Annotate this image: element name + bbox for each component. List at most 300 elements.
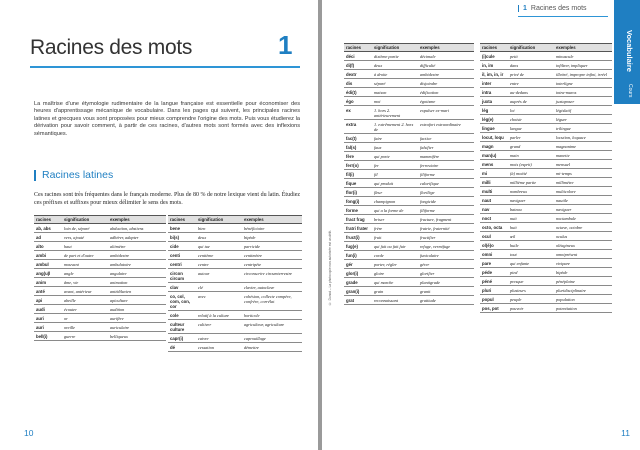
example-cell: filiforme	[418, 206, 474, 215]
latin-roots-table-4	[480, 43, 612, 313]
example-cell: refuge, vermifuge	[418, 242, 474, 251]
table-row	[344, 70, 474, 79]
table-row	[480, 268, 612, 277]
root-cell: dextr	[344, 70, 372, 79]
root-cell: centi	[168, 251, 196, 260]
root-cell: fun(i)	[344, 251, 372, 260]
root-cell: fruct(i)	[344, 233, 372, 242]
example-cell: fongicide	[418, 197, 474, 206]
meaning-cell: séparé	[372, 79, 418, 88]
table-row	[34, 287, 166, 296]
meaning-cell: angle	[62, 269, 108, 278]
example-cell: mammifère	[418, 152, 474, 161]
example-cell: disjoindre	[418, 79, 474, 88]
meaning-cell: nuit	[508, 214, 554, 223]
meaning-cell: moi	[372, 97, 418, 106]
example-cell: égotisme	[418, 97, 474, 106]
example-cell: fratrie, fraternité	[418, 224, 474, 233]
meaning-cell: presque	[508, 277, 554, 286]
example-cell: bipède	[554, 268, 612, 277]
latin-roots-table-3	[344, 43, 474, 305]
example-cell: omniprésent	[554, 250, 612, 259]
table-row	[344, 61, 474, 70]
root-cell: locut, loqu	[480, 133, 508, 142]
root-cell: bene	[168, 224, 196, 233]
example-cell: difficulté	[418, 61, 474, 70]
example-cell: léguer	[554, 115, 612, 124]
table-row	[480, 205, 612, 214]
root-cell: nav	[480, 205, 508, 214]
root-cell: culteur culture	[168, 320, 196, 334]
root-cell: ol(é)o	[480, 241, 508, 250]
example-cell: caprouillage	[242, 334, 302, 343]
example-cell: nautile	[554, 196, 612, 205]
column-header: exemples	[108, 216, 166, 224]
meaning-cell: gloire	[372, 269, 418, 278]
example-cell: filiforme	[418, 170, 474, 179]
root-cell: grade	[344, 278, 372, 287]
root-cell: popul	[480, 295, 508, 304]
table-row	[34, 251, 166, 260]
table-row	[480, 79, 612, 88]
example-cell: intra-muros	[554, 88, 612, 97]
example-cell: démettre	[242, 343, 302, 352]
example-cell: édification	[418, 88, 474, 97]
meaning-cell: porter, régler	[372, 260, 418, 269]
meaning-cell: à droite	[372, 70, 418, 79]
column-header: signification	[508, 44, 554, 52]
example-cell: plantigrade	[418, 278, 474, 287]
example-cell: clavier, autoclave	[242, 283, 302, 292]
root-cell: dis	[344, 79, 372, 88]
table-row	[480, 97, 612, 106]
example-cell: fructifier	[418, 233, 474, 242]
table-row	[480, 187, 612, 196]
example-cell: décimale	[418, 52, 474, 61]
table-row	[480, 286, 612, 295]
meaning-cell: reconnaissant	[372, 296, 418, 305]
table-row	[344, 269, 474, 278]
example-cell: minuscule	[554, 52, 612, 61]
table-row	[480, 115, 612, 124]
table-row	[34, 269, 166, 278]
meaning-cell: fruit	[372, 233, 418, 242]
root-cell: in, im	[480, 61, 508, 70]
meaning-cell: qui fuit ou fait fuir	[372, 242, 418, 251]
root-cell: co, col, com, con, cor	[168, 292, 196, 311]
table-row	[480, 178, 612, 187]
table-row	[344, 260, 474, 269]
root-cell: bi(s)	[168, 233, 196, 242]
root-cell: multi	[480, 187, 508, 196]
meaning-cell: champignon	[372, 197, 418, 206]
chapter-number: 1	[278, 30, 293, 60]
meaning-cell: or	[62, 314, 108, 323]
table-row	[480, 304, 612, 313]
root-cell: ang(u)l	[34, 269, 62, 278]
meaning-cell: qui a la forme de	[372, 206, 418, 215]
root-cell: man(u)	[480, 151, 508, 160]
root-cell: ab, abs	[34, 224, 62, 233]
left-page	[0, 0, 318, 450]
root-cell: gér	[344, 260, 372, 269]
example-cell: mi-temps	[554, 169, 612, 178]
example-cell: aurifère	[108, 314, 166, 323]
root-cell: ambul	[34, 260, 62, 269]
example-cell: florilège	[418, 188, 474, 197]
example-cell: auriculaire	[108, 323, 166, 332]
meaning-cell: âme, vie	[62, 278, 108, 287]
table-row	[344, 179, 474, 188]
table-row	[480, 259, 612, 268]
meaning-cell: parler	[508, 133, 554, 142]
example-cell: circonscrire circumterrestre	[242, 269, 302, 283]
example-cell: noctambule	[554, 214, 612, 223]
column-header: signification	[372, 44, 418, 52]
meaning-cell: mouvant	[62, 260, 108, 269]
table-row	[34, 314, 166, 323]
root-cell: fal(s)	[344, 143, 372, 152]
root-cell: audi	[34, 305, 62, 314]
column-header: exemples	[418, 44, 474, 52]
table-row	[168, 224, 302, 233]
table-row	[480, 241, 612, 250]
root-cell: déci	[344, 52, 372, 61]
meaning-cell: centième	[196, 251, 242, 260]
meaning-cell: loi	[508, 106, 554, 115]
meaning-cell: mois (esprit)	[508, 160, 554, 169]
table-row	[168, 283, 302, 292]
example-cell: ferroviaire	[418, 161, 474, 170]
root-cell: milli	[480, 178, 508, 187]
example-cell: adhérer, adapter	[108, 233, 166, 242]
page-number-right: 11	[621, 428, 630, 438]
side-tab-sublabel: Cours	[627, 84, 633, 98]
meaning-cell: maison	[372, 88, 418, 97]
example-cell: parricide	[242, 242, 302, 251]
example-cell: bénéficiaire	[242, 224, 302, 233]
table-row	[168, 334, 302, 343]
meaning-cell: abeille	[62, 296, 108, 305]
root-cell: pare	[480, 259, 508, 268]
example-cell: angulaire	[108, 269, 166, 278]
meaning-cell: haut	[62, 242, 108, 251]
meaning-cell: frère	[372, 224, 418, 233]
root-cell: clav	[168, 283, 196, 292]
example-cell: cohésion, collecte compère, confrère, corrélat	[242, 292, 302, 311]
root-cell: ad	[34, 233, 62, 242]
meaning-cell: centre	[196, 260, 242, 269]
root-cell: fong(i)	[344, 197, 372, 206]
header-rule	[518, 16, 608, 17]
table-row	[480, 70, 612, 79]
example-cell: multicolore	[554, 187, 612, 196]
meaning-cell: au-dedans	[508, 88, 554, 97]
table-row	[34, 242, 166, 251]
table-row	[344, 296, 474, 305]
example-cell: agriculteur, agriculture	[242, 320, 302, 334]
root-cell: anim	[34, 278, 62, 287]
root-cell: fug(e)	[344, 242, 372, 251]
page-title: Racines des mots	[30, 36, 193, 59]
meaning-cell: cultiver	[196, 320, 242, 334]
table-row	[344, 287, 474, 296]
root-cell: api	[34, 296, 62, 305]
table-row	[34, 233, 166, 242]
meaning-cell: qui marche	[372, 278, 418, 287]
table-row	[34, 323, 166, 332]
table-row	[344, 215, 474, 224]
meaning-cell: fer	[372, 161, 418, 170]
example-cell: animation	[108, 278, 166, 287]
intro-paragraph: La maîtrise d'une étymologie rudimentaire de la langue française est essentielle pour économiser des heures d'apprentissage mécanique de vocabulaire. Dans les pages qui suivent, les principales racines latines et grecques vous sont proposées pour mieux comprendre l'origine des mots. Puis vous étudierez la dérivation pour savoir comment, à partir de ces racines, d'autres mots sont formés avec des inflexions sémantiques.	[34, 101, 300, 137]
example-cell: gratitude	[418, 296, 474, 305]
table-row	[480, 232, 612, 241]
example-cell: falsifier	[418, 143, 474, 152]
example-cell: naviguer	[554, 205, 612, 214]
table-row	[344, 224, 474, 233]
meaning-cell: briser	[372, 215, 418, 224]
example-cell: magnanime	[554, 142, 612, 151]
root-cell: lingue	[480, 124, 508, 133]
root-cell: mens	[480, 160, 508, 169]
meaning-cell: dans	[508, 61, 554, 70]
meaning-cell: autour	[196, 269, 242, 283]
table-row	[344, 251, 474, 260]
meaning-cell: pied	[508, 268, 554, 277]
column-header: signification	[196, 216, 242, 224]
meaning-cell: deux	[372, 61, 418, 70]
example-cell: expulser ex-mari	[418, 106, 474, 120]
table-row	[344, 170, 474, 179]
meaning-cell: entre	[508, 79, 554, 88]
table-row	[480, 142, 612, 151]
root-cell: lég	[480, 106, 508, 115]
root-cell: flor(i)	[344, 188, 372, 197]
root-cell: inter	[480, 79, 508, 88]
table-row	[34, 224, 166, 233]
table-row	[34, 332, 166, 341]
example-cell: factice	[418, 134, 474, 143]
example-cell: vivipare	[554, 259, 612, 268]
root-cell: octo, octa	[480, 223, 508, 232]
root-cell: noct	[480, 214, 508, 223]
table-row	[480, 214, 612, 223]
meaning-cell: pouvoir	[508, 304, 554, 313]
meaning-cell: bien	[196, 224, 242, 233]
meaning-cell: qui produit	[372, 179, 418, 188]
example-cell: locution, loquace	[554, 133, 612, 142]
table-row	[480, 169, 612, 178]
column-header: racines	[480, 44, 508, 52]
root-cell: pos, pot	[480, 304, 508, 313]
table-row	[34, 296, 166, 305]
table-row	[480, 160, 612, 169]
example-cell: calorifique	[418, 179, 474, 188]
table-row	[344, 52, 474, 61]
right-page	[322, 0, 640, 450]
page-number-left: 10	[24, 428, 34, 438]
root-cell: édi(t)	[344, 88, 372, 97]
meaning-cell: qui tue	[196, 242, 242, 251]
example-cell: belliqueux	[108, 332, 166, 341]
meaning-cell: vers, ajouté	[62, 233, 108, 242]
table-row	[480, 250, 612, 259]
root-cell: fratri frater	[344, 224, 372, 233]
example-cell: extrafort extraordinaire	[418, 120, 474, 134]
root-cell: capr(i)	[168, 334, 196, 343]
table-row	[344, 197, 474, 206]
root-cell: circon circum	[168, 269, 196, 283]
table-row	[34, 260, 166, 269]
example-cell: juxtaposer	[554, 97, 612, 106]
table-row	[480, 277, 612, 286]
table-row	[480, 61, 612, 70]
latin-roots-table-2	[168, 215, 302, 352]
root-cell: ferr(o)	[344, 161, 372, 170]
root-cell: grat	[344, 296, 372, 305]
root-cell: extra	[344, 120, 372, 134]
meaning-cell: grand	[508, 142, 554, 151]
root-cell: fract frag	[344, 215, 372, 224]
column-header: signification	[62, 216, 108, 224]
table-row	[480, 133, 612, 142]
root-cell: lég(e)	[480, 115, 508, 124]
column-header: exemples	[554, 44, 612, 52]
root-cell: péde	[480, 268, 508, 277]
meaning-cell: (à) moitié	[508, 169, 554, 178]
example-cell: oléagineux	[554, 241, 612, 250]
meaning-cell: avant, antérieur	[62, 287, 108, 296]
meaning-cell: huit	[508, 223, 554, 232]
table-row	[480, 106, 612, 115]
root-cell: ocul	[480, 232, 508, 241]
meaning-cell: écouter	[62, 305, 108, 314]
root-cell: magn	[480, 142, 508, 151]
meaning-cell: tout	[508, 250, 554, 259]
example-cell: apiculture	[108, 296, 166, 305]
root-cell: glor(i)	[344, 269, 372, 278]
meaning-cell: millième partie	[508, 178, 554, 187]
table-row	[480, 151, 612, 160]
root-cell: omni	[480, 250, 508, 259]
root-cell: alto	[34, 242, 62, 251]
table-row	[344, 143, 474, 152]
table-row	[344, 106, 474, 120]
root-cell: il, im, in, ir	[480, 70, 508, 79]
example-cell: manette	[554, 151, 612, 160]
meaning-cell: relatif à la culture	[196, 311, 242, 320]
meaning-cell: fil	[372, 170, 418, 179]
running-header	[518, 5, 587, 12]
meaning-cell: caivre	[196, 334, 242, 343]
root-cell: auri	[34, 323, 62, 332]
header-number: 1	[523, 5, 527, 12]
meaning-cell: huile	[508, 241, 554, 250]
example-cell: funiculaire	[418, 251, 474, 260]
meaning-cell: dixième partie	[372, 52, 418, 61]
table-row	[344, 161, 474, 170]
meaning-cell: corde	[372, 251, 418, 260]
meaning-cell: auprès de	[508, 97, 554, 106]
meaning-cell: de part et d'autre	[62, 251, 108, 260]
root-cell: forme	[344, 206, 372, 215]
example-cell: centimètre	[242, 251, 302, 260]
table-row	[480, 295, 612, 304]
root-cell: cide	[168, 242, 196, 251]
root-cell: auri	[34, 314, 62, 323]
root-cell: fil(i)	[344, 170, 372, 179]
copyright-notice: © Dunod – La photocopie non autorisée est un délit.	[328, 230, 332, 306]
meaning-cell: grain	[372, 287, 418, 296]
root-cell: di(f)	[344, 61, 372, 70]
root-cell: ambi	[34, 251, 62, 260]
example-cell: glorifier	[418, 269, 474, 278]
table-row	[168, 311, 302, 320]
table-row	[480, 52, 612, 61]
root-cell: péné	[480, 277, 508, 286]
table-row	[168, 320, 302, 334]
table-row	[168, 269, 302, 283]
table-row	[34, 305, 166, 314]
example-cell: oculus	[554, 232, 612, 241]
meaning-cell: fleur	[372, 188, 418, 197]
table-row	[168, 292, 302, 311]
table-row	[344, 206, 474, 215]
table-row	[344, 242, 474, 251]
example-cell: gérer	[418, 260, 474, 269]
example-cell: infiltrer, impliquer	[554, 61, 612, 70]
example-cell: bipède	[242, 233, 302, 242]
table-row	[168, 233, 302, 242]
meaning-cell: œil	[508, 232, 554, 241]
example-cell: trilingue	[554, 124, 612, 133]
column-header: racines	[168, 216, 196, 224]
root-cell: mi	[480, 169, 508, 178]
root-cell: bell(i)	[34, 332, 62, 341]
root-cell: fac(t)	[344, 134, 372, 143]
meaning-cell: peuple	[508, 295, 554, 304]
meaning-cell: oreille	[62, 323, 108, 332]
title-rule	[30, 66, 300, 68]
meaning-cell: faire	[372, 134, 418, 143]
example-cell: millimètre	[554, 178, 612, 187]
example-cell: pluridisciplinaire	[554, 286, 612, 295]
column-header: exemples	[242, 216, 302, 224]
meaning-cell: clé	[196, 283, 242, 292]
section-body: Ces racines sont très fréquentes dans le français moderne. Plus de 80 % de notre lexique vient du latin. Étudiez ces préfixes et suffixes pour mieux délimiter le sens des mots.	[34, 192, 301, 206]
example-cell: population	[554, 295, 612, 304]
root-cell: ex	[344, 106, 372, 120]
meaning-cell: plusieurs	[508, 286, 554, 295]
meaning-cell: faux	[372, 143, 418, 152]
example-cell: antédiluvien	[108, 287, 166, 296]
root-cell: dé	[168, 343, 196, 352]
root-cell: fère	[344, 152, 372, 161]
meaning-cell: qui enfante	[508, 259, 554, 268]
root-cell: centri	[168, 260, 196, 269]
root-cell: naut	[480, 196, 508, 205]
example-cell: pénéplaine	[554, 277, 612, 286]
section-title: Racines latines	[34, 170, 113, 181]
table-row	[344, 152, 474, 161]
table-row	[480, 124, 612, 133]
table-row	[344, 120, 474, 134]
meaning-cell: bateau	[508, 205, 554, 214]
example-cell: centripète	[242, 260, 302, 269]
example-cell: altimètre	[108, 242, 166, 251]
table-row	[344, 79, 474, 88]
